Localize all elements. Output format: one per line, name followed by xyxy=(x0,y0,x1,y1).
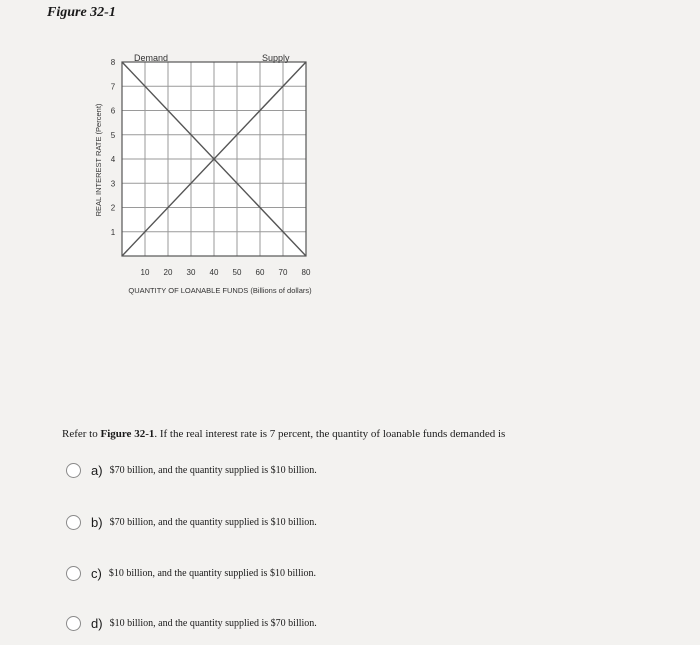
question-text xyxy=(62,428,505,440)
option-c-text: $10 billion, and the quantity supplied is $10 billion. xyxy=(108,568,317,579)
question-prefix: Refer to xyxy=(62,428,98,440)
question-figure-ref: Figure 32-1 xyxy=(100,428,155,440)
supply-label: Supply xyxy=(262,53,290,63)
radio-button-d[interactable] xyxy=(66,616,81,631)
x-tick-label: 20 xyxy=(163,268,173,277)
y-tick-label: 4 xyxy=(110,155,116,164)
x-tick-label: 10 xyxy=(140,268,150,277)
y-tick-label: 7 xyxy=(110,82,116,92)
option-c-letter: c) xyxy=(91,566,102,581)
y-tick-label: 8 xyxy=(110,58,116,67)
y-tick-label: 3 xyxy=(110,179,116,189)
option-b-text: $70 billion, and the quantity supplied is $10 billion. xyxy=(109,517,317,528)
radio-button-c[interactable] xyxy=(66,566,81,581)
radio-button-a[interactable] xyxy=(66,463,81,478)
loanable-funds-chart xyxy=(0,0,700,310)
y-tick-label: 5 xyxy=(110,130,116,140)
option-a-letter: a) xyxy=(91,463,103,478)
question-body: . If the real interest rate is 7 percent, the quantity of loanable funds demanded is xyxy=(154,428,506,440)
option-c[interactable] xyxy=(66,566,316,581)
radio-button-b[interactable] xyxy=(66,515,81,530)
figure-title: Figure 32-1 xyxy=(47,5,116,20)
y-tick-label: 2 xyxy=(110,203,116,213)
option-b[interactable] xyxy=(66,515,317,530)
option-a[interactable] xyxy=(66,463,317,478)
option-d[interactable] xyxy=(66,616,317,631)
x-tick-label: 60 xyxy=(255,268,265,277)
option-b-letter: b) xyxy=(91,515,103,530)
x-tick-label: 70 xyxy=(278,268,288,277)
x-tick-label: 40 xyxy=(209,268,219,277)
x-axis-title: QUANTITY OF LOANABLE FUNDS (Billions of dollars) xyxy=(128,286,312,295)
demand-label: Demand xyxy=(134,53,169,63)
option-d-letter: d) xyxy=(91,616,103,631)
x-tick-label: 80 xyxy=(301,268,311,277)
option-a-text: $70 billion, and the quantity supplied is $10 billion. xyxy=(109,465,317,476)
y-axis-title: REAL INTEREST RATE (Percent) xyxy=(94,103,103,217)
x-tick-label: 50 xyxy=(232,268,242,277)
option-d-text: $10 billion, and the quantity supplied is $70 billion. xyxy=(109,618,317,629)
y-tick-label: 1 xyxy=(110,227,116,237)
y-tick-label: 6 xyxy=(110,106,116,116)
x-tick-label: 30 xyxy=(186,268,196,277)
